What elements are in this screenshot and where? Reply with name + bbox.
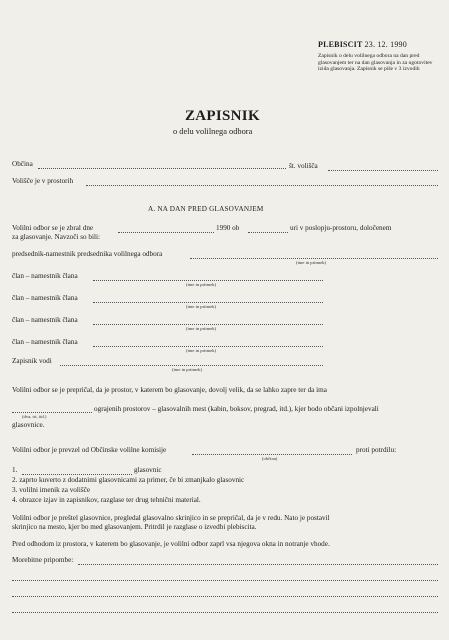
obcina-field[interactable] xyxy=(38,168,286,169)
section-a-heading: A. NA DAN PRED GLASOVANJEM xyxy=(148,205,264,213)
kabine-field[interactable] xyxy=(12,412,92,413)
clan-2-label: član – namestnik člana xyxy=(12,294,78,302)
p4-a: Volilni odbor je preštel glasovnice, pregledal glasovalno skrinjico in se prepričal, da je v redu. Nato je postavil xyxy=(12,514,330,522)
predsednik-label: predsednik-namestnik predsednika volilnega odbora xyxy=(12,250,163,258)
clan-3-label: član – namestnik člana xyxy=(12,316,78,324)
pripombe-label: Morebitne pripombe: xyxy=(12,556,74,564)
p3-b: proti potrdilu: xyxy=(356,446,397,454)
header-title: PLEBISCIT xyxy=(318,40,363,49)
clan-4-hint: (ime in priimek) xyxy=(186,348,217,353)
p2-a: Volilni odbor se je prepričal, da je prostor, v katerem bo glasovanje, dovolj velik, da se lahko zapre ter da ima xyxy=(12,386,327,394)
datum-field[interactable] xyxy=(118,232,214,233)
item-4: 4. obrazce izjav in zapisnikov, razglase ter drug tehnični material. xyxy=(12,496,201,504)
pripombe-line-1[interactable] xyxy=(78,564,438,565)
pripombe-line-4[interactable] xyxy=(12,612,438,613)
ura-field[interactable] xyxy=(248,232,288,233)
item-1-text: glasovnic xyxy=(134,466,162,474)
p3-a: Volilni odbor je prevzel od Občinske volilne komisije xyxy=(12,446,167,454)
volisce-label: Volišče je v prostorih xyxy=(12,177,74,185)
pripombe-line-2[interactable] xyxy=(12,580,438,581)
zapisnik-vodi-field[interactable] xyxy=(60,365,323,366)
clan-3-hint: (ime in priimek) xyxy=(186,326,217,331)
p1-d: za glasovanje. Navzoči so bili: xyxy=(12,233,101,241)
item-3: 3. volilni imenik za volišče xyxy=(12,486,91,494)
p1-b: 1990 ob xyxy=(216,224,240,232)
clan-2-field[interactable] xyxy=(93,302,323,303)
pripombe-line-3[interactable] xyxy=(12,596,438,597)
volisce-field[interactable] xyxy=(86,185,438,186)
clan-2-hint: (ime in priimek) xyxy=(186,304,217,309)
clan-3-field[interactable] xyxy=(93,324,323,325)
document-subtitle: o delu volilnega odbora xyxy=(173,127,253,136)
p3-small: (občina) xyxy=(262,456,278,461)
glasovnic-count-field[interactable] xyxy=(22,474,132,475)
st-volisca-label: št. volišča xyxy=(289,162,318,170)
document-title: ZAPISNIK xyxy=(185,108,260,124)
p2-small: (dva, tri, itd.) xyxy=(22,414,47,419)
clan-1-hint: (ime in priimek) xyxy=(186,282,217,287)
predsednik-hint: (ime in priimek) xyxy=(296,260,327,265)
zapisnik-vodi-label: Zapisnik vodi xyxy=(12,357,52,365)
item-1: 1. xyxy=(12,466,18,474)
p2-c: glasovnice. xyxy=(12,421,45,429)
side-note: Zapisnik o delu volilnega odbora na dan pred glasovanjem ter na dan glasovanja in za ugotovitev izida glasovanja. Zapisnik se piše v 3 izvodih xyxy=(318,53,433,73)
st-volisca-field[interactable] xyxy=(328,170,438,171)
clan-4-label: član – namestnik člana xyxy=(12,338,78,346)
clan-1-label: član – namestnik člana xyxy=(12,272,78,280)
obcina-komisija-field[interactable] xyxy=(192,454,352,455)
zapisnik-vodi-hint: (ime in priimek) xyxy=(172,367,203,372)
item-2: 2. zaprto kuverto z dodatnimi glasovnicami za primer, če bi zmanjkalo glasovnic xyxy=(12,476,245,484)
p1-c: uri v poslopju-prostoru, določenem xyxy=(290,224,392,232)
plebiscit-header xyxy=(318,40,407,49)
clan-1-field[interactable] xyxy=(93,280,323,281)
clan-4-field[interactable] xyxy=(93,346,323,347)
obcina-label: Občina xyxy=(12,160,33,168)
p5: Pred odhodom iz prostora, v katerem bo glasovanje, je volilni odbor zaprl vsa njegova okna in notranje vhode. xyxy=(12,540,330,548)
predsednik-field[interactable] xyxy=(190,258,438,259)
p1-a: Volilni odbor se je zbral dne xyxy=(12,224,94,232)
header-date: 23. 12. 1990 xyxy=(364,40,407,49)
p4-b: skrinjico na mesto, kjer bo med glasovanjem. Pritrdil je razglase o izvedbi plebiscita. xyxy=(12,523,257,531)
p2-b: ograjenih prostorov – glasovalnih mest (kabin, boksov, pregrad, itd.), kjer bodo občani izpolnjevali xyxy=(94,405,379,413)
